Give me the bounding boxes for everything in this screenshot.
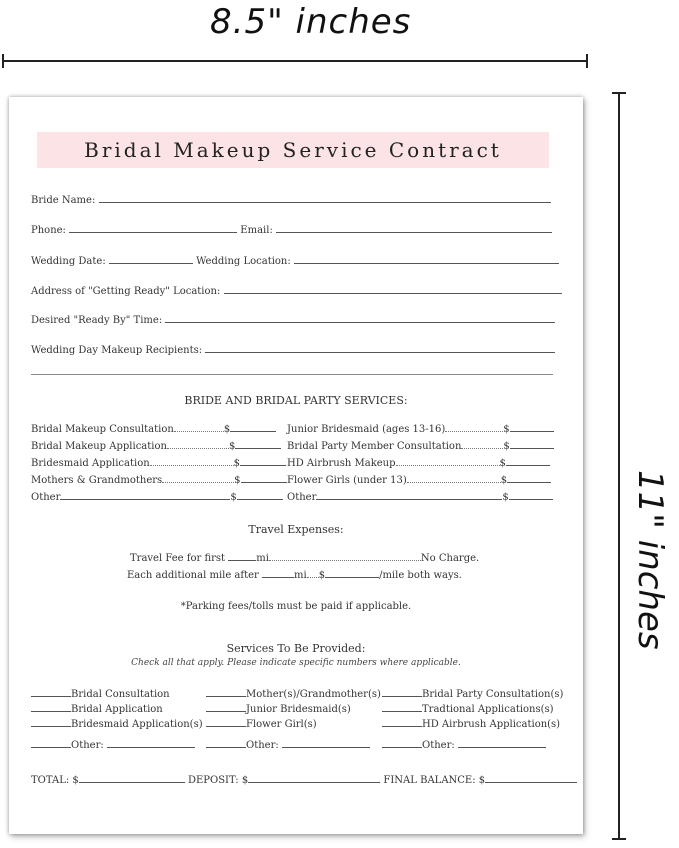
balance-label: FINAL BALANCE: $: [383, 775, 486, 786]
width-dimension: [0, 0, 600, 70]
section-divider: [31, 374, 553, 375]
provided-label: HD Airbrush Application(s): [422, 719, 561, 730]
price-line[interactable]: [510, 439, 554, 449]
service-right-2[interactable]: [287, 439, 554, 452]
dollar-sign: $: [228, 441, 236, 452]
dollar-sign: $: [234, 475, 241, 486]
recipients-field[interactable]: [31, 343, 555, 356]
provided-col3-4[interactable]: [382, 738, 546, 751]
other-line[interactable]: [316, 490, 502, 500]
leader-dots: [150, 457, 234, 466]
additional-mile-line[interactable]: [127, 568, 462, 581]
dollar-sign: $: [318, 570, 326, 581]
provided-label: Flower Girl(s): [246, 719, 317, 730]
wedding-date-label: Wedding Date:: [31, 256, 106, 267]
service-right-4[interactable]: [287, 473, 551, 486]
width-label: 8.5" inches: [210, 2, 412, 42]
miles-after-line[interactable]: [262, 568, 294, 578]
wedding-date-line[interactable]: [109, 254, 193, 264]
provided-heading: Services To Be Provided:: [226, 642, 366, 655]
width-tick-right: [586, 54, 588, 68]
provided-col1-1[interactable]: [31, 687, 170, 700]
recipients-label: Wedding Day Makeup Recipients:: [31, 345, 203, 356]
provided-label: Other:: [71, 740, 104, 751]
other-line[interactable]: [282, 738, 370, 748]
price-line[interactable]: [237, 490, 283, 500]
bride-name-label: Bride Name:: [31, 195, 96, 206]
per-mile-label: /mile both ways.: [379, 570, 462, 581]
parking-note: *Parking fees/tolls must be paid if applicable.: [180, 601, 412, 612]
leader-dots: [407, 474, 501, 483]
dollar-sign: $: [230, 492, 237, 503]
provided-col2-2[interactable]: [206, 702, 351, 715]
travel-fee-label: Travel Fee for first: [130, 553, 226, 564]
service-left-1[interactable]: [31, 422, 276, 435]
no-charge-label: No Charge.: [420, 553, 480, 564]
total-line[interactable]: [79, 773, 185, 783]
leader-dots: [445, 423, 503, 432]
phone-line[interactable]: [69, 223, 237, 233]
height-tick-top: [612, 92, 626, 94]
dollar-sign: $: [233, 458, 241, 469]
service-label: Other: [31, 492, 61, 503]
title-band: [37, 132, 549, 168]
mi-label: mi: [294, 570, 307, 581]
provided-col2-3[interactable]: [206, 717, 317, 730]
price-line[interactable]: [509, 490, 553, 500]
price-line[interactable]: [235, 439, 281, 449]
travel-fee-line[interactable]: [130, 551, 479, 564]
service-left-5[interactable]: [31, 490, 283, 503]
service-label: HD Airbrush Makeup: [287, 458, 396, 469]
service-right-1[interactable]: [287, 422, 554, 435]
width-tick-left: [2, 54, 4, 68]
recipients-line[interactable]: [205, 343, 555, 353]
leader-dots: [269, 552, 421, 561]
check-line[interactable]: [31, 702, 71, 712]
service-label: Other: [287, 492, 317, 503]
totals-row[interactable]: [31, 773, 577, 786]
check-line[interactable]: [206, 738, 246, 748]
deposit-label: DEPOSIT: $: [187, 775, 249, 786]
height-tick-bottom: [612, 838, 626, 840]
service-right-5[interactable]: [287, 490, 553, 503]
height-label: 11" inches: [630, 470, 670, 650]
provided-col1-3[interactable]: [31, 717, 203, 730]
leader-dots: [174, 423, 224, 432]
bride-name-line[interactable]: [99, 193, 551, 203]
provided-label: Bridesmaid Application(s): [71, 719, 203, 730]
service-right-3[interactable]: [287, 456, 550, 469]
email-label: Email:: [240, 225, 273, 236]
ready-by-label: Desired "Ready By" Time:: [31, 315, 163, 326]
dollar-sign: $: [499, 458, 506, 469]
price-line[interactable]: [230, 422, 276, 432]
check-line[interactable]: [382, 702, 422, 712]
miles-line[interactable]: [228, 551, 256, 561]
provided-col1-4[interactable]: [31, 738, 195, 751]
service-label: Bridal Makeup Application: [31, 441, 167, 452]
leader-dots: [396, 457, 500, 466]
provided-col3-3[interactable]: [382, 717, 560, 730]
check-line[interactable]: [31, 717, 71, 727]
check-line[interactable]: [206, 702, 246, 712]
price-line[interactable]: [506, 456, 550, 466]
check-line[interactable]: [31, 738, 71, 748]
provided-label: Other:: [422, 740, 455, 751]
price-line[interactable]: [507, 473, 551, 483]
check-line[interactable]: [382, 738, 422, 748]
total-label: TOTAL: $: [31, 775, 79, 786]
width-arrow-line: [2, 60, 588, 62]
dollar-sign: $: [500, 475, 508, 486]
bride-name-field[interactable]: [31, 193, 551, 206]
provided-col2-4[interactable]: [206, 738, 370, 751]
provided-label: Bridal Consultation: [71, 689, 170, 700]
leader-dots: [307, 569, 319, 578]
contract-page: [9, 97, 583, 834]
additional-mile-label: Each additional mile after: [127, 570, 259, 581]
check-line[interactable]: [382, 717, 422, 727]
check-line[interactable]: [206, 717, 246, 727]
service-left-4[interactable]: [31, 473, 287, 486]
getting-ready-label: Address of "Getting Ready" Location:: [31, 286, 221, 297]
provided-label: Junior Bridesmaid(s): [246, 704, 351, 715]
price-line[interactable]: [240, 456, 286, 466]
deposit-line[interactable]: [248, 773, 380, 783]
other-line[interactable]: [458, 738, 546, 748]
check-line[interactable]: [382, 687, 422, 697]
email-line[interactable]: [276, 223, 552, 233]
provided-col3-1[interactable]: [382, 687, 563, 700]
price-line[interactable]: [510, 422, 554, 432]
getting-ready-line[interactable]: [224, 284, 562, 294]
leader-dots: [461, 440, 503, 449]
mi-label: mi: [256, 553, 269, 564]
ready-by-line[interactable]: [165, 313, 555, 323]
provided-label: Tradtional Applications(s): [422, 704, 554, 715]
contract-title: Bridal Makeup Service Contract: [84, 138, 502, 162]
services-heading: BRIDE AND BRIDAL PARTY SERVICES:: [184, 394, 408, 407]
provided-col3-2[interactable]: [382, 702, 554, 715]
service-left-2[interactable]: [31, 439, 281, 452]
provided-col1-2[interactable]: [31, 702, 163, 715]
provided-label: Bridal Application: [71, 704, 163, 715]
travel-heading: Travel Expenses:: [248, 523, 344, 536]
wedding-location-line[interactable]: [294, 254, 559, 264]
service-label: Mothers & Grandmothers: [31, 475, 163, 486]
leader-dots: [167, 440, 229, 449]
service-left-3[interactable]: [31, 456, 286, 469]
other-line[interactable]: [60, 490, 230, 500]
provided-label: Bridal Party Consultation(s): [422, 689, 564, 700]
provided-col2-1[interactable]: [206, 687, 381, 700]
wedding-date-field[interactable]: [31, 254, 559, 267]
dollar-sign: $: [502, 492, 509, 503]
service-label: Bridal Party Member Consultation: [287, 441, 462, 452]
service-label: Bridal Makeup Consultation: [31, 424, 174, 435]
ready-by-field[interactable]: [31, 313, 555, 326]
rate-line[interactable]: [325, 568, 379, 578]
price-line[interactable]: [241, 473, 287, 483]
provided-label: Mother(s)/Grandmother(s): [246, 689, 381, 700]
phone-email-field[interactable]: [31, 223, 552, 236]
service-label: Flower Girls (under 13): [287, 475, 407, 486]
leader-dots: [162, 474, 234, 483]
service-label: Bridesmaid Application: [31, 458, 150, 469]
getting-ready-field[interactable]: [31, 284, 562, 297]
height-arrow-line: [618, 92, 620, 840]
provided-label: Other:: [246, 740, 279, 751]
check-line[interactable]: [206, 687, 246, 697]
phone-label: Phone:: [31, 225, 66, 236]
dollar-sign: $: [503, 441, 510, 452]
balance-line[interactable]: [485, 773, 577, 783]
provided-note: Check all that apply. Please indicate specific numbers where applicable.: [131, 658, 461, 668]
wedding-location-label: Wedding Location:: [196, 256, 291, 267]
other-line[interactable]: [107, 738, 195, 748]
dollar-sign: $: [223, 424, 231, 435]
dollar-sign: $: [503, 424, 510, 435]
service-label: Junior Bridesmaid (ages 13-16): [287, 424, 446, 435]
check-line[interactable]: [31, 687, 71, 697]
